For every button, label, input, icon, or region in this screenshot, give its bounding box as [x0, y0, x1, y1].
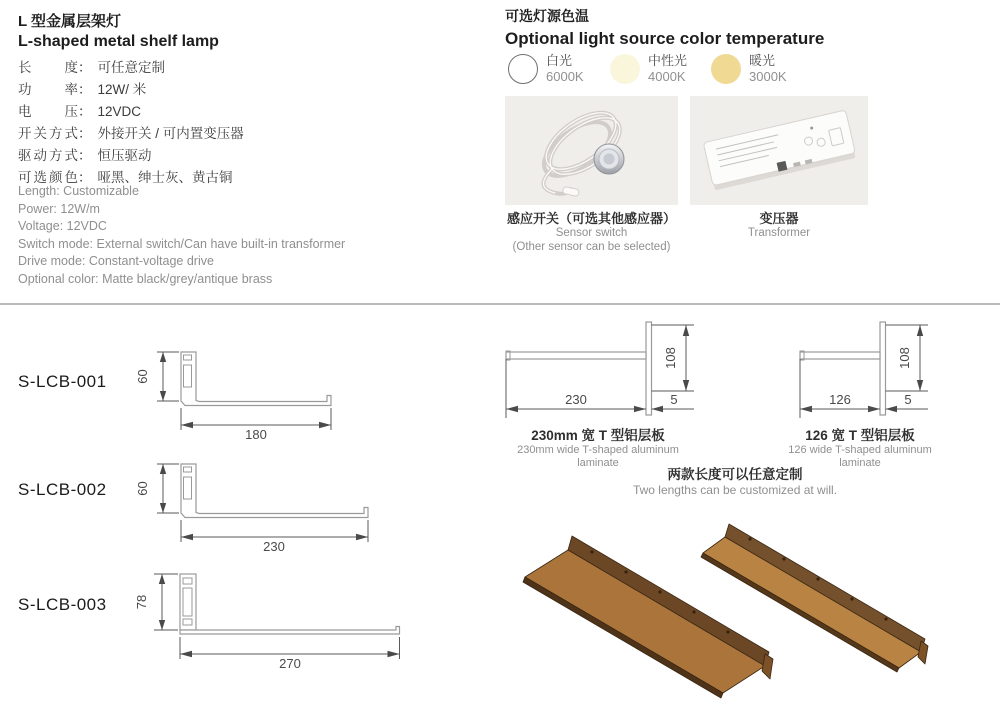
section-divider	[0, 303, 1000, 305]
product-title-en: L-shaped metal shelf lamp	[18, 33, 219, 50]
model-label-s-lcb-003: S-LCB-003	[18, 595, 107, 614]
spec-label: 开关方式	[18, 126, 78, 141]
caption-en: Sensor switch	[555, 227, 628, 239]
spec-row-zh	[18, 57, 244, 79]
caption-en: Transformer	[747, 227, 811, 239]
spec-row-en: Drive mode: Constant-voltage drive	[18, 254, 214, 268]
dim-height: 60	[135, 369, 150, 384]
color-temp-title-en: Optional light source color temperature	[505, 29, 825, 48]
spec-colon: ：	[78, 170, 92, 185]
swatch-label-zh: 暖光	[749, 53, 776, 68]
profile-drawing-002	[133, 452, 385, 555]
swatch-kelvin: 3000K	[749, 69, 787, 84]
product-title-block	[18, 10, 219, 51]
spec-row-en: Voltage: 12VDC	[18, 219, 107, 233]
spec-list-zh	[18, 57, 244, 189]
spec-value: 哑黑、绅士灰、黄古铜	[97, 170, 233, 185]
dim-width: 270	[279, 656, 301, 671]
spec-label: 长度	[18, 60, 78, 75]
dim-height: 60	[135, 481, 150, 496]
product-title-zh: L 型金属层架灯	[18, 13, 122, 30]
t-caption-230	[498, 427, 698, 470]
spec-label: 驱动方式	[18, 148, 78, 163]
dim-thickness: 5	[904, 392, 912, 407]
spec-list-en	[18, 183, 345, 288]
customize-zh: 两款长度可以任意定制	[667, 467, 803, 482]
dim-height: 78	[134, 594, 149, 610]
t-caption-126	[775, 427, 945, 470]
spec-row-zh	[18, 145, 244, 167]
dim-width: 180	[245, 427, 267, 442]
model-label-s-lcb-002: S-LCB-002	[18, 480, 107, 499]
caption-en2: (Other sensor can be selected)	[512, 240, 671, 253]
shelf-renders	[480, 520, 980, 716]
spec-row-en: Optional color: Matte black/grey/antique brass	[18, 271, 273, 286]
spec-row-zh	[18, 123, 244, 145]
spec-row-zh	[18, 101, 244, 123]
round-sensor-head	[594, 144, 624, 174]
model-label-s-lcb-001: S-LCB-001	[18, 372, 107, 391]
spec-colon: ：	[78, 60, 92, 75]
swatch-neutral	[610, 53, 687, 85]
spec-value: 12W/ 米	[97, 82, 147, 97]
transformer-photo	[690, 96, 868, 205]
customize-en: Two lengths can be customized at will.	[632, 483, 838, 497]
swatch-label-zh: 白光	[546, 53, 573, 68]
spec-colon: ：	[78, 82, 92, 97]
swatch-white	[508, 53, 584, 85]
profile-drawing-003	[128, 566, 420, 672]
dim-width: 230	[565, 392, 587, 407]
spec-row-zh	[18, 79, 244, 101]
swatch-label-zh: 中性光	[648, 53, 688, 68]
white-light-swatch-circle	[508, 54, 538, 84]
swatch-warm	[711, 53, 787, 85]
spec-colon: ：	[78, 126, 92, 141]
t-drawing-126	[790, 312, 950, 425]
swatch-kelvin: 4000K	[648, 69, 686, 84]
sensor-switch-photo	[505, 96, 678, 205]
transformer-caption	[690, 210, 868, 241]
dim-width: 230	[263, 539, 285, 554]
warm-light-swatch-circle	[711, 54, 741, 84]
dim-height: 108	[897, 347, 912, 369]
color-temp-title-block	[505, 6, 824, 49]
dim-thickness: 5	[670, 392, 678, 407]
sensor-switch-caption	[494, 210, 689, 254]
spec-label: 可选颜色	[18, 170, 78, 185]
spec-label: 电压	[18, 104, 78, 119]
t-caption-zh: 126 宽 T 型铝层板	[805, 428, 915, 443]
spec-row-en: Switch mode: External switch/Can have built-in transformer	[18, 236, 346, 251]
spec-value: 恒压驱动	[97, 148, 152, 163]
t-caption-zh: 230mm 宽 T 型铝层板	[531, 428, 665, 443]
dim-height: 108	[663, 347, 678, 369]
spec-label: 功率	[18, 82, 78, 97]
sensor-switch-image	[505, 96, 678, 205]
t-drawing-230	[498, 312, 698, 425]
profile-drawing-001	[133, 340, 348, 443]
neutral-light-swatch-circle	[610, 54, 640, 84]
swatch-kelvin: 6000K	[546, 69, 584, 84]
spec-value: 外接开关 / 可内置变压器	[97, 126, 244, 141]
transformer-image	[690, 96, 868, 205]
spec-colon: ：	[78, 148, 92, 163]
dim-width: 126	[829, 392, 851, 407]
caption-zh: 感应开关（可选其他感应器）	[506, 211, 676, 226]
color-temp-title-zh: 可选灯源色温	[505, 8, 589, 24]
customize-note	[600, 466, 870, 498]
t-caption-en: 230mm wide T-shaped aluminum laminate	[517, 444, 679, 469]
caption-zh: 变压器	[759, 211, 799, 226]
spec-value: 可任意定制	[97, 60, 165, 75]
spec-value: 12VDC	[97, 104, 142, 119]
t-caption-en: 126 wide T-shaped aluminum laminate	[788, 444, 932, 469]
spec-row-en: Length: Customizable	[18, 184, 139, 198]
spec-colon: ：	[78, 104, 92, 119]
spec-row-en: Power: 12W/m	[18, 201, 100, 216]
